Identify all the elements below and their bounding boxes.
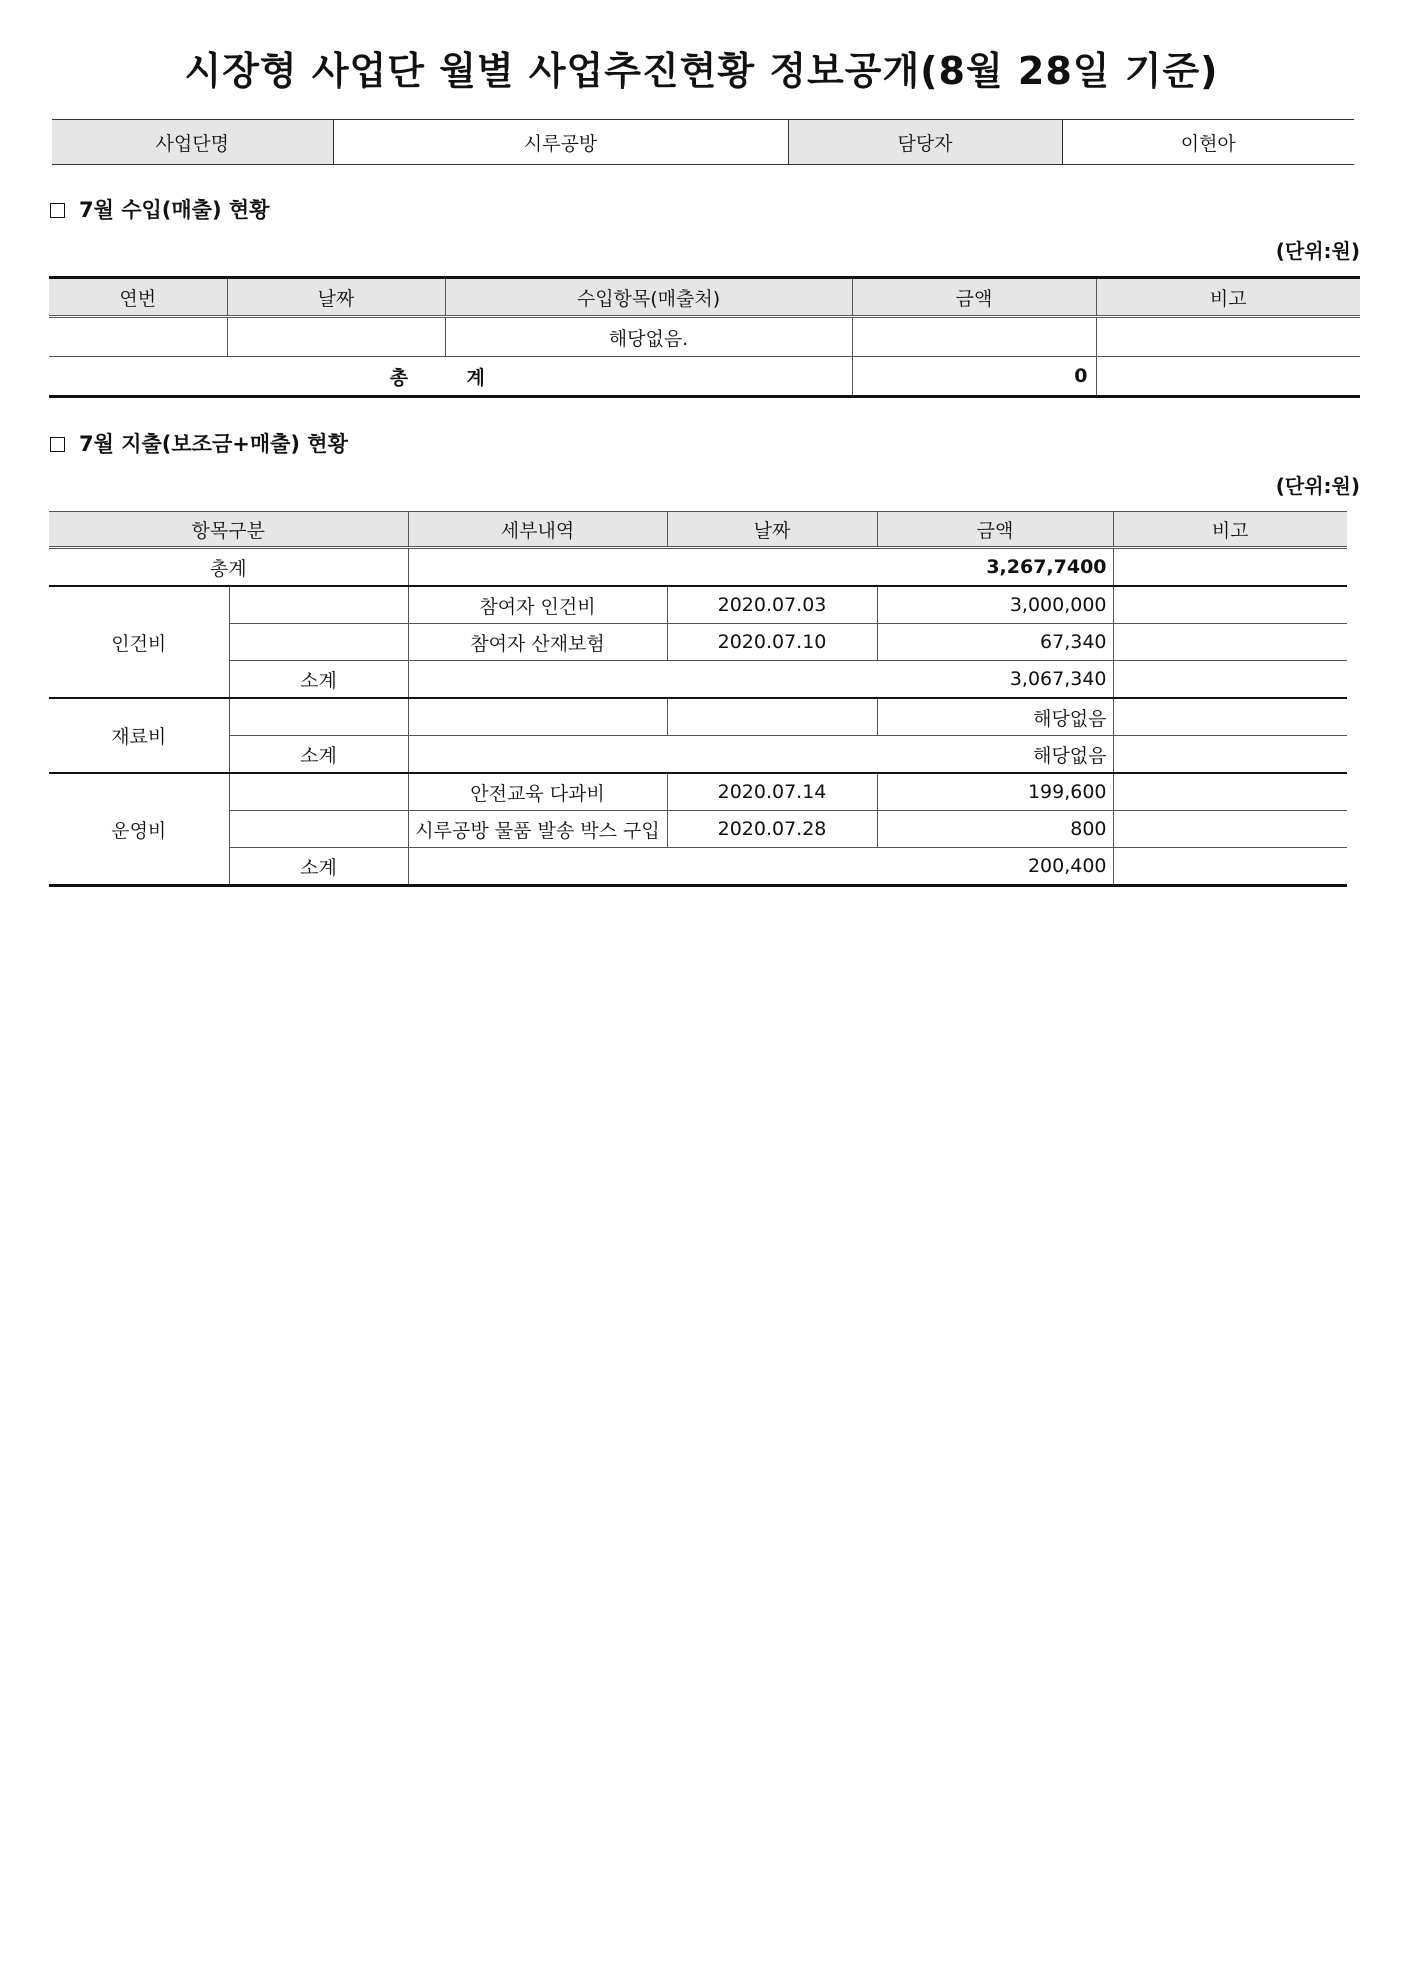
income-col-no: 연번	[49, 278, 227, 317]
expense-detail: 참여자 산재보험	[408, 624, 667, 661]
expense-col-detail: 세부내역	[408, 512, 667, 548]
expense-col-date: 날짜	[667, 512, 877, 548]
income-total-row	[49, 357, 1360, 397]
income-cell-note	[1096, 317, 1360, 357]
expense-date: 2020.07.28	[667, 811, 877, 848]
expense-subtotal-label: 소계	[229, 661, 408, 699]
expense-amount: 67,340	[877, 624, 1113, 661]
expense-header-row	[49, 512, 1347, 548]
expense-group-materials: 재료비	[49, 698, 229, 773]
expense-subtotal-value: 해당없음	[408, 736, 1113, 774]
expense-date	[667, 698, 877, 736]
expense-unit-label: (단위:원)	[1275, 474, 1360, 498]
expense-amount: 800	[877, 811, 1113, 848]
manager-label: 담당자	[788, 120, 1062, 165]
expense-note	[1113, 698, 1347, 736]
expense-subtotal-row	[49, 661, 1347, 699]
expense-note	[1113, 661, 1347, 699]
expense-col-note: 비고	[1113, 512, 1347, 548]
income-table	[49, 276, 1360, 398]
table-row	[49, 811, 1347, 848]
expense-detail: 안전교육 다과비	[408, 773, 667, 811]
expense-detail: 참여자 인건비	[408, 586, 667, 624]
income-col-amount: 금액	[852, 278, 1096, 317]
expense-sub-cell	[229, 773, 408, 811]
expense-grand-total-note	[1113, 548, 1347, 587]
expense-subtotal-row	[49, 848, 1347, 886]
income-col-date: 날짜	[227, 278, 445, 317]
expense-note	[1113, 624, 1347, 661]
expense-group-labor: 인건비	[49, 586, 229, 698]
expense-detail	[408, 698, 667, 736]
checkbox-square-icon	[50, 203, 65, 218]
expense-date: 2020.07.14	[667, 773, 877, 811]
income-unit-label: (단위:원)	[1275, 239, 1360, 263]
expense-group-operations: 운영비	[49, 773, 229, 886]
business-name-value: 시루공방	[333, 120, 788, 165]
expense-sub-cell	[229, 586, 408, 624]
business-name-label: 사업단명	[52, 120, 333, 165]
expense-note	[1113, 848, 1347, 886]
income-total-note	[1096, 357, 1360, 397]
income-heading-text: 7월 수입(매출) 현황	[79, 198, 270, 222]
table-row	[49, 586, 1347, 624]
income-col-item: 수입항목(매출처)	[445, 278, 852, 317]
expense-subtotal-row	[49, 736, 1347, 774]
expense-note	[1113, 736, 1347, 774]
expense-note	[1113, 586, 1347, 624]
expense-section-heading	[50, 428, 348, 458]
expense-subtotal-label: 소계	[229, 848, 408, 886]
business-info-table	[52, 119, 1354, 165]
expense-note	[1113, 773, 1347, 811]
table-row	[49, 773, 1347, 811]
expense-sub-cell	[229, 811, 408, 848]
income-cell-date	[227, 317, 445, 357]
expense-date: 2020.07.03	[667, 586, 877, 624]
expense-sub-cell	[229, 698, 408, 736]
table-row	[49, 698, 1347, 736]
table-row	[49, 317, 1360, 357]
expense-amount: 해당없음	[877, 698, 1113, 736]
expense-subtotal-value: 3,067,340	[408, 661, 1113, 699]
income-header-row	[49, 278, 1360, 317]
manager-value: 이현아	[1062, 120, 1354, 165]
expense-amount: 3,000,000	[877, 586, 1113, 624]
table-row	[49, 624, 1347, 661]
expense-detail: 시루공방 물품 발송 박스 구입	[408, 811, 667, 848]
expense-heading-text: 7월 지출(보조금+매출) 현황	[79, 432, 348, 456]
checkbox-square-icon	[50, 437, 65, 452]
expense-amount: 199,600	[877, 773, 1113, 811]
expense-subtotal-value: 200,400	[408, 848, 1113, 886]
income-total-value: 0	[852, 357, 1096, 397]
expense-subtotal-label: 소계	[229, 736, 408, 774]
expense-col-amount: 금액	[877, 512, 1113, 548]
expense-sub-cell	[229, 624, 408, 661]
expense-grand-total-label: 총계	[49, 548, 408, 587]
expense-date: 2020.07.10	[667, 624, 877, 661]
expense-table	[49, 511, 1347, 887]
expense-grand-total-row	[49, 548, 1347, 587]
expense-col-category: 항목구분	[49, 512, 408, 548]
page-title: 시장형 사업단 월별 사업추진현황 정보공개(8월 28일 기준)	[184, 49, 1219, 93]
income-section-heading	[50, 194, 269, 224]
income-cell-no	[49, 317, 227, 357]
expense-grand-total-value: 3,267,7400	[408, 548, 1113, 587]
income-total-label: 총 계	[49, 357, 852, 397]
expense-note	[1113, 811, 1347, 848]
income-cell-item: 해당없음.	[445, 317, 852, 357]
income-col-note: 비고	[1096, 278, 1360, 317]
income-cell-amount	[852, 317, 1096, 357]
